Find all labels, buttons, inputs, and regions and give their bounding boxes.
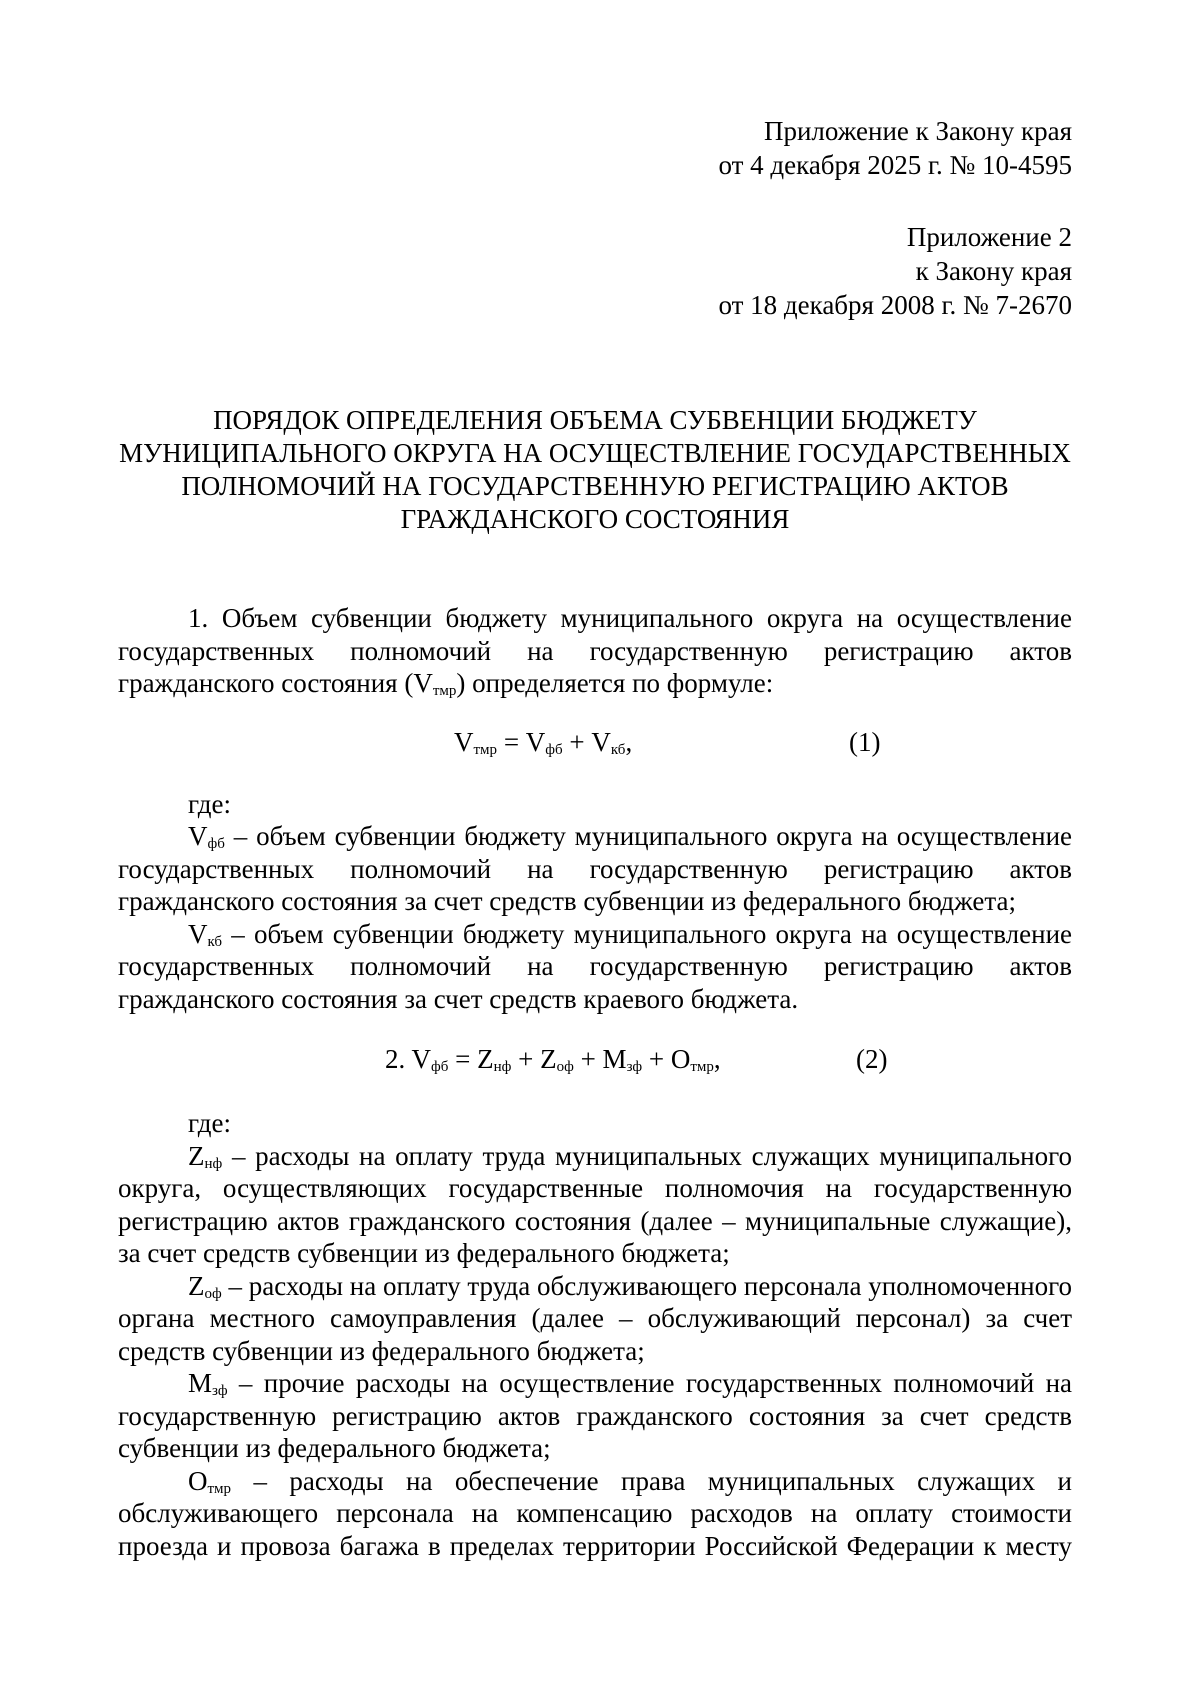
formula-1-sub-kb: кб <box>610 741 626 758</box>
title-line-3: ПОЛНОМОЧИЙ НА ГОСУДАРСТВЕННУЮ РЕГИСТРАЦИЮ АКТОВ <box>181 471 1009 501</box>
appendix-header-current <box>118 0 1072 182</box>
definition-znf-text: – расходы на оплату труда муниципальных служащих муниципального округа, осуществляющих государственные полномочия на государственную регистрацию актов гражданского состояния (далее – муниципальные служащие), за счет средств субвенции из федерального бюджета; <box>118 1140 1072 1268</box>
definition-mzf-symbol: M <box>188 1368 213 1398</box>
definition-vfb-symbol: V <box>188 821 208 851</box>
document-title <box>118 404 1072 536</box>
formula-2-expression <box>385 1043 721 1075</box>
definition-zof-sub: оф <box>204 1285 222 1302</box>
definition-otmr-symbol: O <box>188 1465 208 1496</box>
appendix-date-line: от 4 декабря 2025 г. № 10-4595 <box>718 150 1072 180</box>
formula-2-sub-zf: зф <box>626 1059 643 1075</box>
definition-vkb-text: – объем субвенции бюджету муниципального округа на осуществление государственных полномочий на государственную регистрацию актов гражданского состояния за счет средств краевого бюджета. <box>118 918 1072 1014</box>
document-body <box>118 602 1072 1562</box>
paragraph-1-text-b: ) определяется по формуле: <box>456 668 774 698</box>
appendix-original-date-line: от 18 декабря 2008 г. № 7-2670 <box>718 290 1072 320</box>
definition-znf-sub: нф <box>204 1155 223 1172</box>
title-line-1: ПОРЯДОК ОПРЕДЕЛЕНИЯ ОБЪЕМА СУБВЕНЦИИ БЮДЖЕТУ <box>213 405 977 435</box>
definition-vfb-sub: фб <box>207 836 225 852</box>
formula-2-sub-nf: нф <box>493 1059 512 1075</box>
definition-znf <box>118 1140 1072 1270</box>
where-label-1: где: <box>188 788 231 819</box>
formula-1-end: , <box>625 726 633 757</box>
definition-zof-symbol: Z <box>188 1270 205 1301</box>
formula-2-part-1: = Z <box>448 1044 494 1074</box>
formula-2-sub-tmr: тмр <box>690 1059 714 1075</box>
formula-2-sub-fb: фб <box>431 1059 449 1075</box>
definition-otmr <box>118 1465 1072 1563</box>
formula-2 <box>118 1043 1072 1075</box>
paragraph-1-text-a: 1. Объем субвенции бюджету муниципального округа на осуществление государственных полномочий на государственную регистрацию актов гражданского состояния (V <box>118 603 1072 698</box>
definition-zof-text: – расходы на оплату труда обслуживающего персонала уполномоченного органа местного самоуправления (далее – обслуживающий персонал) за счет средств субвенции из федерального бюджета; <box>118 1270 1072 1366</box>
definition-mzf <box>118 1367 1072 1465</box>
formula-2-part-2: + Z <box>511 1044 557 1074</box>
title-line-4: ГРАЖДАНСКОГО СОСТОЯНИЯ <box>400 504 790 534</box>
where-label-2: где: <box>188 1108 231 1138</box>
definition-mzf-text: – прочие расходы на осуществление государственных полномочий на государственную регистрацию актов гражданского состояния за счет средств субвенции из федерального бюджета; <box>118 1368 1072 1463</box>
formula-1-v: V <box>454 726 474 757</box>
appendix-header-original <box>118 220 1072 322</box>
title-line-2: МУНИЦИПАЛЬНОГО ОКРУГА НА ОСУЩЕСТВЛЕНИЕ ГОСУДАРСТВЕННЫХ <box>119 438 1071 468</box>
definition-otmr-sub: тмр <box>207 1480 232 1497</box>
formula-2-sub-of: оф <box>556 1059 574 1075</box>
definition-vkb-sub: кб <box>207 933 223 950</box>
formula-1-expression <box>454 726 632 758</box>
formula-1-eq: = V <box>497 726 546 757</box>
definition-vfb <box>118 820 1072 918</box>
formula-1 <box>118 726 1072 758</box>
formula-1-plus: + V <box>562 726 611 757</box>
definition-otmr-text: – расходы на обеспечение права муниципальных служащих и обслуживающего персонала на компенсацию расходов на оплату стоимости проезда и провоза багажа в пределах территории Российской Федерации к месту <box>118 1465 1072 1561</box>
paragraph-1 <box>118 602 1072 700</box>
appendix-number-line: Приложение 2 <box>906 222 1072 252</box>
definition-vkb <box>118 918 1072 1016</box>
subscript-tmr: тмр <box>432 683 457 699</box>
formula-2-prefix: 2. V <box>385 1044 432 1074</box>
formula-2-part-4: + O <box>642 1044 691 1074</box>
formula-1-sub-fb: фб <box>545 741 563 758</box>
definition-mzf-sub: зф <box>212 1383 228 1399</box>
appendix-law-line: к Закону края <box>915 256 1072 286</box>
formula-2-number: (2) <box>856 1044 888 1074</box>
definition-vkb-symbol: V <box>188 918 208 949</box>
definition-vfb-text: – объем субвенции бюджету муниципального округа на осуществление государственных полномочий на государственную регистрацию актов гражданского состояния за счет средств субвенции из федерального бюджета; <box>118 821 1072 916</box>
formula-1-number: (1) <box>849 726 881 757</box>
formula-1-sub-tmr: тмр <box>473 741 498 758</box>
appendix-title-line: Приложение к Закону края <box>763 116 1072 146</box>
formula-2-part-3: + M <box>573 1044 627 1074</box>
definition-znf-symbol: Z <box>188 1140 205 1171</box>
definition-zof <box>118 1270 1072 1368</box>
formula-2-end: , <box>713 1044 721 1074</box>
